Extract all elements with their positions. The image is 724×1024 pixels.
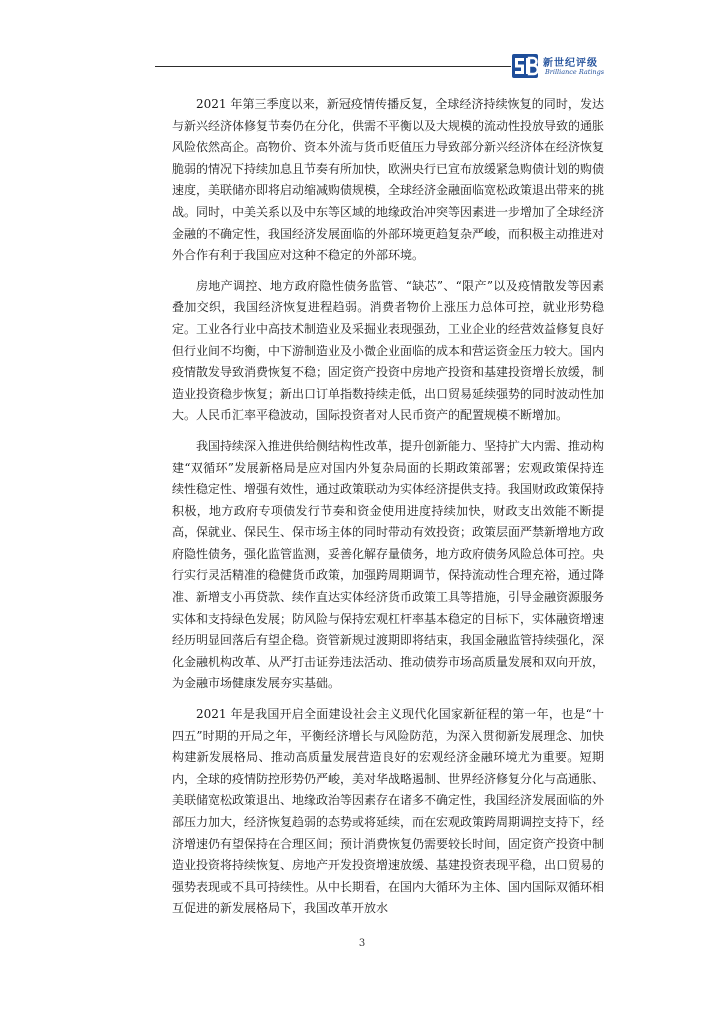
brand-name-en: Brilliance Ratings <box>545 68 605 76</box>
page-number: 3 <box>358 938 366 949</box>
paragraph: 2021 年第三季度以来，新冠疫情传播反复，全球经济持续恢复的同时，发达与新兴经济体修复节奏仍在分化，供需不平衡以及大规模的流动性投放导致的通胀风险依然高企。高物价、资本外流与货币贬值压力导致部分新兴经济体在经济恢复脆弱的情况下持续加息且节奏有所加快，欧洲央行已宣布放缓紧急购债计划的购债速度，美联储亦即将启动缩减购债规模，全球经济金融面临宽松政策退出带来的挑战。同时，中美关系以及中东等区域的地缘政治冲突等因素进一步增加了全球经济金融的不确定性，我国经济发展面临的外部环境更趋复杂严峻，而积极主动推进对外合作有利于我国应对这种不稳定的外部环境。 <box>172 97 605 263</box>
body-text <box>172 94 604 929</box>
brand-name-cn: 新世纪评级 <box>543 58 598 69</box>
brand-logo-icon <box>512 54 538 78</box>
brand-logo <box>512 52 612 82</box>
paragraph: 我国持续深入推进供给侧结构性改革，提升创新能力、坚持扩大内需、推动构建“双循环”发展新格局是应对国内外复杂局面的长期政策部署；宏观政策保持连续性稳定性、增强有效性，通过政策联动为实体经济提供支持。我国财政政策保持积极，地方政府专项债发行节奏和资金使用进度持续加快，财政支出效能不断提高，保就业、保民生、保市场主体的同时带动有效投资；政策层面严禁新增地方政府隐性债务，强化监管监测，妥善化解存量债务，地方政府债务风险总体可控。央行实行灵活精准的稳健货币政策，加强跨周期调节，保持流动性合理充裕，通过降准、新增支小再贷款、续作直达实体经济货币政策工具等措施，引导金融资源服务实体和支持绿色发展；防风险与保持宏观杠杆率基本稳定的目标下，实体融资增速经历明显回落后有望企稳。资管新规过渡期即将结束，我国金融监管持续强化，深化金融机构改革、从严打击证券违法活动、推动债券市场高质量发展和双向开放，为金融市场健康发展夯实基础。 <box>172 438 605 691</box>
paragraph: 2021 年是我国开启全面建设社会主义现代化国家新征程的第一年，也是“十四五”时期的开局之年，平衡经济增长与风险防范，为深入贯彻新发展理念、加快构建新发展格局、推动高质量发展营造良好的宏观经济金融环境尤为重要。短期内，全球的疫情防控形势仍严峻，美对华战略遏制、世界经济修复分化与高通胀、美联储宽松政策退出、地缘政治等因素存在诸多不确定性，我国经济发展面临的外部压力加大，经济恢复趋弱的态势或将延续，而在宏观政策跨周期调控支持下，经济增速仍有望保持在合理区间；预计消费恢复仍需要较长时间，固定资产投资中制造业投资将持续恢复、房地产开发投资增速放缓、基建投资表现平稳，出口贸易的强势表现或不具可持续性。从中长期看，在国内大循环为主体、国内国际双循环相互促进的新发展格局下，我国改革开放水 <box>172 707 605 916</box>
paragraph: 房地产调控、地方政府隐性债务监管、“缺芯”、“限产”以及疫情散发等因素叠加交织，我国经济恢复进程趋弱。消费者物价上涨压力总体可控，就业形势稳定。工业各行业中高技术制造业及采掘业表现强劲，工业企业的经营效益修复良好但行业间不均衡，中下游制造业及小微企业面临的成本和营运资金压力较大。国内疫情散发导致消费恢复不稳；固定资产投资中房地产投资和基建投资增长放缓，制造业投资稳步恢复；新出口订单指数持续走低，出口贸易延续强势的同时波动性加大。人民币汇率平稳波动，国际投资者对人民币资产的配置规模不断增加。 <box>172 278 605 423</box>
header-rule <box>155 66 511 67</box>
